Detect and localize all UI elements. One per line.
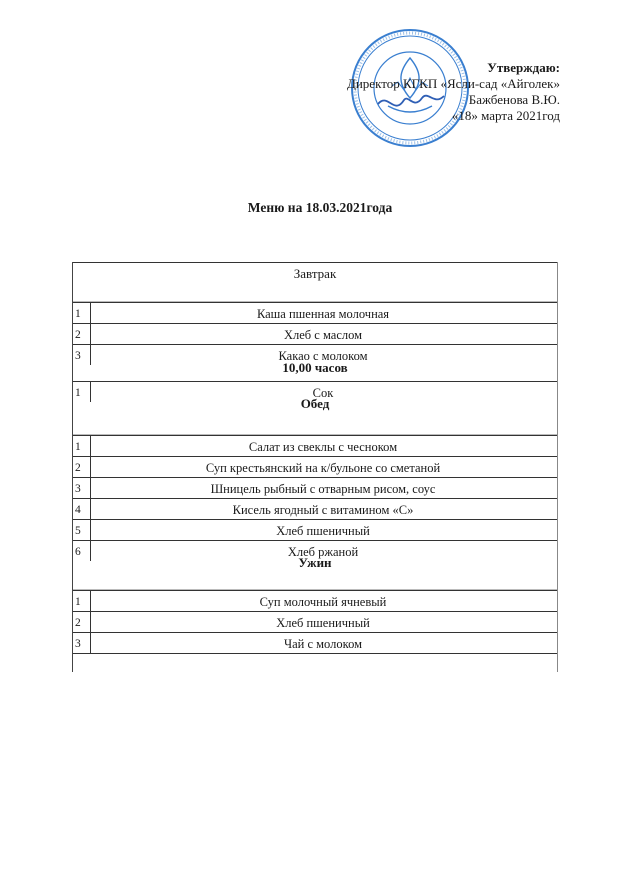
dish-name: Кисель ягодный с витамином «С»: [232, 503, 414, 517]
row-number: 1: [73, 382, 91, 402]
approval-line-date: «18» марта 2021год: [451, 108, 560, 123]
row-number: 2: [73, 324, 91, 344]
table-row: [73, 323, 557, 344]
table-row: [73, 477, 557, 498]
dish-name: Сок: [312, 386, 334, 400]
section-header-snack: [73, 359, 557, 381]
row-number: 3: [73, 478, 91, 498]
row-number: 5: [73, 520, 91, 540]
table-row: [73, 498, 557, 519]
row-number: 1: [73, 591, 91, 611]
table-row: [73, 435, 557, 456]
table-row: [73, 590, 557, 611]
approval-line-name: Бажбенова В.Ю.: [468, 92, 560, 107]
row-number: 6: [73, 541, 91, 561]
section-title-snack: 10,00 часов: [282, 360, 348, 375]
page-title: Меню на 18.03.2021года: [247, 200, 393, 215]
menu-table: [72, 262, 558, 672]
row-number: 3: [73, 633, 91, 653]
row-number: 4: [73, 499, 91, 519]
table-row: [73, 519, 557, 540]
dish-name: Хлеб пшеничный: [276, 524, 370, 538]
table-row: [73, 611, 557, 632]
dish-name: Какао с молоком: [278, 349, 368, 363]
row-number: 1: [73, 436, 91, 456]
section-header-breakfast: [73, 262, 557, 302]
row-number: 2: [73, 457, 91, 477]
dish-name: Суп молочный ячневый: [259, 595, 387, 609]
table-row: [73, 632, 557, 653]
row-number: 3: [73, 345, 91, 365]
section-header-dinner: [73, 557, 557, 590]
dish-name: Хлеб с маслом: [283, 328, 363, 342]
table-row: [73, 456, 557, 477]
dish-name: Хлеб ржаной: [287, 545, 359, 559]
approval-heading: Утверждаю:: [487, 60, 560, 75]
row-number: 2: [73, 612, 91, 632]
approval-block: [290, 60, 560, 124]
section-title-lunch: Обед: [300, 396, 330, 411]
table-bottom-border: [73, 653, 557, 672]
approval-line-director: Директор КГКП «Ясли-сад «Айголек»: [346, 76, 560, 91]
section-title-dinner: Ужин: [298, 555, 332, 570]
dish-name: Салат из свеклы с чесноком: [248, 440, 398, 454]
dish-name: Хлеб пшеничный: [276, 616, 370, 630]
row-number: 1: [73, 303, 91, 323]
dish-name: Суп крестьянский на к/бульоне со сметаной: [205, 461, 441, 475]
dish-name: Шницель рыбный с отварным рисом, соус: [210, 482, 436, 496]
section-header-lunch: [73, 398, 557, 435]
section-title-breakfast: Завтрак: [293, 266, 337, 281]
dish-name: Чай с молоком: [283, 637, 362, 651]
table-row: [73, 302, 557, 323]
dish-name: Каша пшенная молочная: [256, 307, 390, 321]
